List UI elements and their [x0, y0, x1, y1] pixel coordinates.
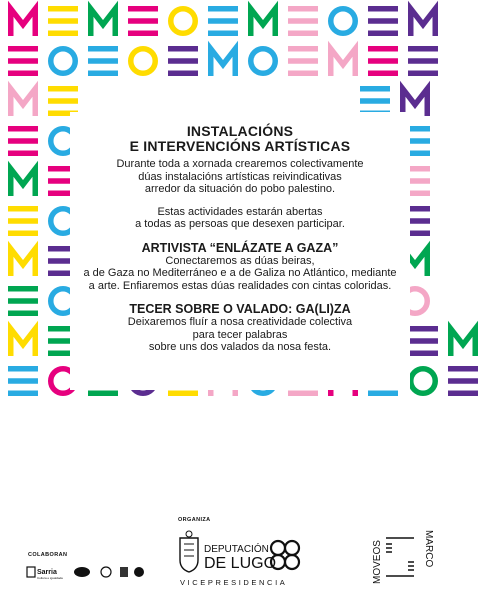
moveos-label: MOVEOS [372, 540, 383, 584]
letter-e-shape [408, 326, 438, 356]
section1-line: Conectaremos as dúas beiras, [165, 254, 315, 267]
letter-e-shape [288, 6, 318, 36]
letter-m-shape [11, 9, 36, 36]
section2-line: para tecer palabras [192, 328, 288, 341]
intro-text [70, 158, 410, 196]
section2-line: Deixaremos fluír a nosa creatividade colectiva [127, 316, 353, 328]
open-line: a todas as persoas que desexen participar. [135, 218, 345, 230]
letter-m-shape [331, 49, 356, 76]
letter-e-shape [8, 46, 38, 76]
letter-e-shape [288, 46, 318, 76]
footer [0, 510, 480, 600]
crest-logo [120, 567, 128, 577]
letter-e-shape [448, 366, 478, 396]
section2-title: TECER SOBRE O VALADO: GA(LI)ZA [129, 302, 351, 316]
letter-o-shape [331, 9, 356, 34]
deputacion-lugo-logo [178, 528, 302, 588]
section1-title: ARTIVISTA “ENLÁZATE A GAZA” [141, 240, 339, 255]
letter-e-shape [408, 46, 438, 76]
letter-o-shape [411, 369, 436, 394]
letter-m-shape [11, 169, 36, 196]
letter-o-shape [51, 49, 76, 74]
deputacion-label: DEPUTACIÓN [204, 544, 269, 555]
marco-label: MARCO [423, 530, 434, 568]
letter-o-shape [131, 49, 156, 74]
letter-e-shape [168, 46, 198, 76]
de-lugo-label: DE LUGO [204, 555, 277, 572]
letter-e-shape [8, 126, 38, 156]
letter-m-shape [11, 329, 36, 356]
letter-m-shape [91, 9, 116, 36]
intro-line: dúas instalacións artísticas reivindicativas [138, 170, 342, 183]
moveos-marco-logo [368, 526, 438, 588]
circle-logo [101, 567, 111, 577]
letter-m-shape [211, 49, 236, 76]
letter-e-shape [8, 286, 38, 316]
section1-text [70, 255, 410, 293]
organiza-label: ORGANIZA [178, 517, 211, 523]
coat-of-arms-icon [180, 531, 198, 572]
title-line-1: INSTALACIÓNS [186, 123, 294, 139]
letter-o-shape [251, 49, 276, 74]
letter-o-shape [171, 9, 196, 34]
content-panel [70, 112, 410, 390]
letter-e-shape [208, 6, 238, 36]
letter-m-shape [411, 9, 436, 36]
letter-e-shape [368, 6, 398, 36]
section2-text [70, 316, 410, 354]
intro-line: arredor da situación do pobo palestino. [144, 183, 336, 195]
section2-line: sobre uns dos valados da nosa festa. [148, 341, 332, 353]
title-line-2: E INTERVENCIÓNS ARTÍSTICAS [129, 138, 351, 154]
collaborator-logos [26, 562, 146, 582]
open-line: Estas actividades estarán abertas [157, 205, 323, 218]
letter-e-shape [368, 46, 398, 76]
sarria-logo [27, 567, 63, 580]
title [70, 124, 410, 154]
letter-e-shape [8, 206, 38, 236]
letter-e-shape [48, 6, 78, 36]
frame-icon [386, 538, 414, 576]
letter-m-shape [11, 89, 36, 116]
sarria-label: Sarria [37, 569, 57, 576]
letter-e-shape [88, 46, 118, 76]
letter-e-shape [8, 366, 38, 396]
sarria-sub: Cultura e igualdade [37, 576, 64, 580]
badge-logo [74, 567, 90, 577]
vicepresidencia-label: VICEPRESIDENCIA [180, 578, 288, 587]
letter-m-shape [251, 9, 276, 36]
section1-line: a de Gaza no Mediterráneo e a de Galiza no Atlántico, mediante [83, 267, 397, 279]
round-logo [134, 567, 144, 577]
intro-line: Durante toda a xornada crearemos colectivamente [116, 158, 364, 170]
letter-e-shape [128, 6, 158, 36]
colaboran-label: COLABORAN [28, 552, 68, 558]
section1-line: a arte. Enfiaremos estas dúas realidades con cintas coloridas. [88, 279, 392, 292]
open-text [70, 206, 410, 231]
letter-m-shape [451, 329, 476, 356]
letter-m-shape [11, 249, 36, 276]
